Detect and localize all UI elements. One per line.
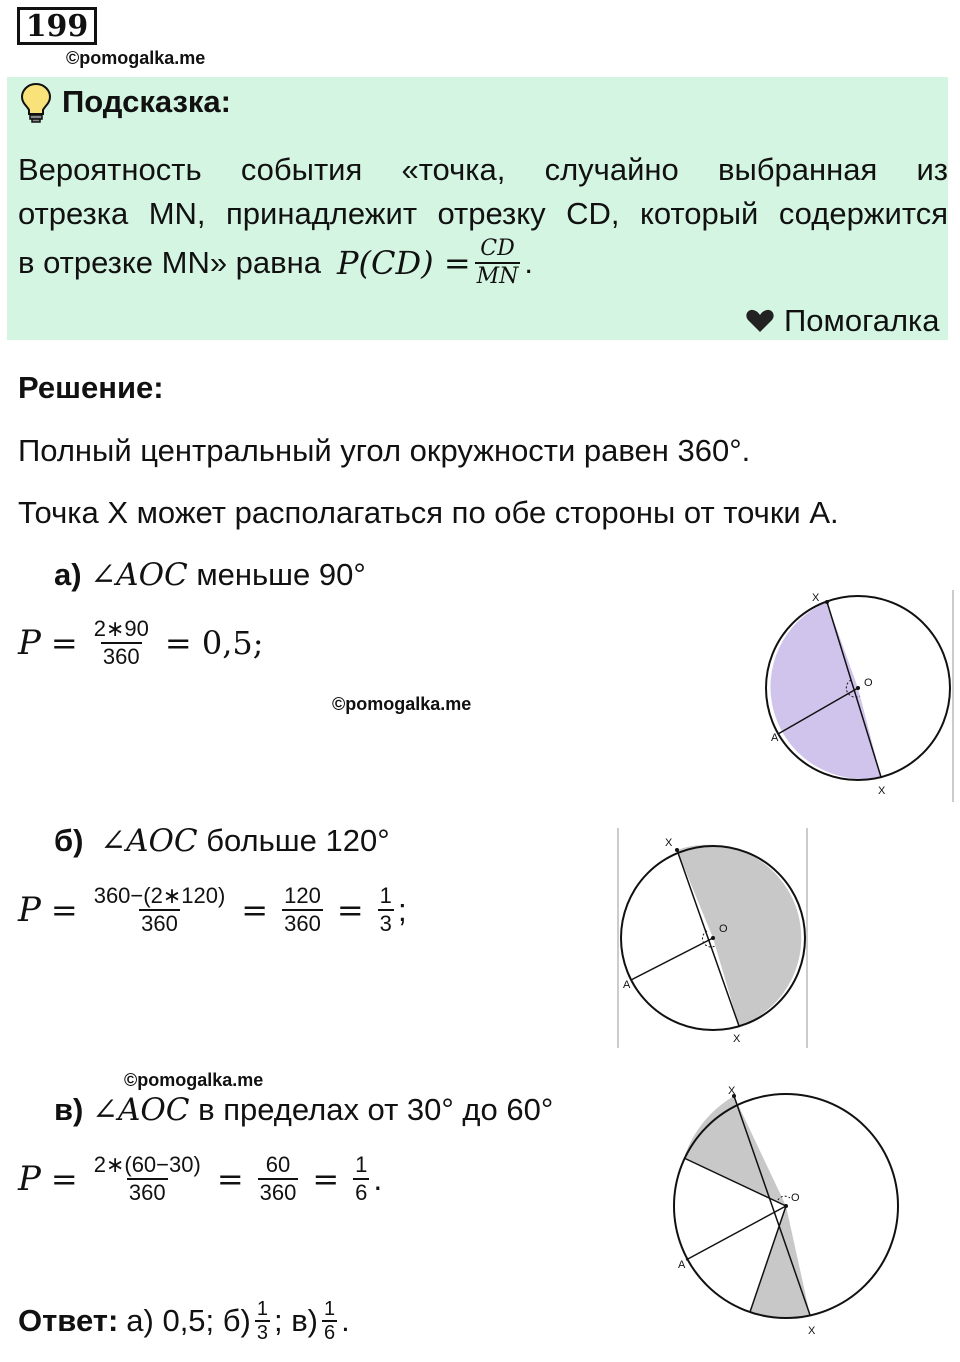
answer-b-num: 1	[256, 1298, 268, 1320]
hint-formula-end: .	[524, 245, 534, 280]
part-b-num-2: 120	[284, 883, 321, 908]
answer-c-fraction	[322, 1298, 337, 1344]
watermark-3: ©pomogalka.me	[124, 1070, 264, 1090]
part-c-fraction-3	[353, 1152, 369, 1206]
hint-formula-lhs: P(CD) =	[337, 244, 471, 282]
part-c-den-2: 360	[259, 1180, 297, 1205]
figure-a-label-X1: X	[812, 592, 820, 604]
figure-b-label-A: A	[623, 979, 631, 991]
hint-formula-num: CD	[480, 236, 515, 261]
watermark-2: ©pomogalka.me	[332, 694, 472, 714]
figure-b-radius-OA	[631, 938, 713, 980]
answer-label: Ответ:	[18, 1303, 119, 1338]
part-a-angle: ∠AOC	[90, 557, 188, 593]
part-b-fraction-3	[378, 883, 394, 937]
hint-brand	[746, 303, 940, 339]
part-a-label: а)	[54, 557, 82, 592]
part-b-P: P	[18, 890, 41, 930]
answer-c-den: 6	[324, 1322, 336, 1344]
answer-b-den: 3	[256, 1322, 268, 1344]
part-c-end: .	[373, 1160, 383, 1197]
part-c-num-2: 60	[265, 1152, 291, 1177]
part-a-num: 2∗90	[93, 616, 149, 641]
solution-line-2: Точка X может располагаться по обе стороны от точки A.	[18, 495, 839, 530]
figure-c-shaded-sector-top	[684, 1096, 786, 1206]
hint-line-2: отрезка MN, принадлежит отрезку CD, который содержится	[18, 196, 948, 231]
answer-b-fraction	[255, 1298, 270, 1344]
hint-line-1: Вероятность события «точка, случайно выбранная из	[18, 152, 948, 187]
part-c-angle: ∠AOC	[92, 1092, 190, 1128]
figure-b-label-O: O	[719, 923, 728, 935]
heart-icon	[746, 309, 774, 333]
part-b-heading	[54, 823, 390, 859]
problem-number: 199	[17, 7, 97, 45]
part-b-num-3: 1	[379, 883, 392, 908]
part-c-num-1: 2∗(60−30)	[93, 1152, 201, 1177]
answer-c-num: 1	[324, 1298, 336, 1320]
part-c-eq3: =	[312, 1160, 340, 1198]
figure-c-label-X1: X	[728, 1085, 736, 1097]
part-c-fraction-2	[258, 1152, 299, 1206]
part-b-fraction-1	[92, 883, 228, 937]
part-b-eq3: =	[336, 891, 364, 929]
hint-title: Подсказка:	[62, 84, 231, 119]
answer-end: .	[341, 1303, 350, 1338]
part-c-heading	[54, 1092, 553, 1128]
hint-brand-label: Помогалка	[784, 303, 940, 338]
part-b-num-1: 360−(2∗120)	[93, 883, 226, 908]
figure-a-label-X2: X	[878, 785, 886, 797]
figure-c-label-O: O	[791, 1192, 800, 1204]
hint-line-3	[18, 236, 533, 290]
part-a-den: 360	[102, 644, 140, 669]
part-c-fraction-1	[92, 1152, 203, 1206]
part-b-eq1: =	[50, 891, 78, 929]
figure-a-label-O: O	[864, 677, 873, 689]
figure-c-label-X2: X	[808, 1325, 816, 1337]
solution-heading: Решение:	[18, 370, 164, 405]
figure-a-circle	[760, 590, 956, 802]
figure-c-label-A: A	[678, 1259, 686, 1271]
part-c-den-1: 360	[128, 1180, 166, 1205]
figure-b-label-X2: X	[733, 1033, 741, 1045]
part-c-eq2: =	[216, 1160, 244, 1198]
part-b-fraction-2	[282, 883, 323, 937]
part-a-condition: меньше 90°	[196, 557, 366, 592]
part-b-label: б)	[54, 823, 84, 858]
part-b-angle: ∠AOC	[100, 823, 198, 859]
part-a-P: P	[18, 623, 41, 663]
lightbulb-icon	[20, 82, 52, 124]
figure-a-label-A: A	[771, 732, 779, 744]
hint-formula-den: MN	[476, 264, 519, 289]
hint-line-3-text: в отрезке MN» равна	[18, 245, 321, 280]
figure-c-circle	[660, 1082, 904, 1342]
part-b-eq2: =	[241, 891, 269, 929]
part-c-equation	[18, 1152, 382, 1206]
part-c-condition: в пределах от 30° до 60°	[198, 1092, 554, 1127]
part-c-num-3: 1	[355, 1152, 368, 1177]
part-b-end: ;	[397, 891, 407, 928]
part-a-fraction	[92, 616, 151, 670]
watermark: ©pomogalka.me	[66, 48, 206, 68]
part-b-condition: больше 120°	[206, 823, 390, 858]
answer-a-text: а) 0,5; б)	[126, 1303, 251, 1338]
part-b-den-2: 360	[284, 911, 321, 936]
part-a-equation	[18, 616, 274, 670]
part-c-label: в)	[54, 1092, 84, 1127]
part-c-den-3: 6	[355, 1180, 368, 1205]
part-a-eq: =	[50, 624, 78, 662]
part-b-den-3: 3	[379, 911, 392, 936]
figure-b-label-X1: X	[665, 837, 673, 849]
figure-b-circle	[615, 828, 811, 1048]
hint-formula-fraction	[475, 236, 521, 290]
solution-line-1: Полный центральный угол окружности равен 360°.	[18, 433, 751, 468]
part-a-result: = 0,5;	[164, 624, 264, 662]
answer-line	[18, 1298, 350, 1344]
part-c-P: P	[18, 1159, 41, 1199]
part-a-heading	[54, 557, 366, 593]
part-b-equation	[18, 883, 407, 937]
part-b-den-1: 360	[141, 911, 178, 936]
part-c-eq1: =	[50, 1160, 78, 1198]
answer-mid: ; в)	[273, 1303, 319, 1338]
